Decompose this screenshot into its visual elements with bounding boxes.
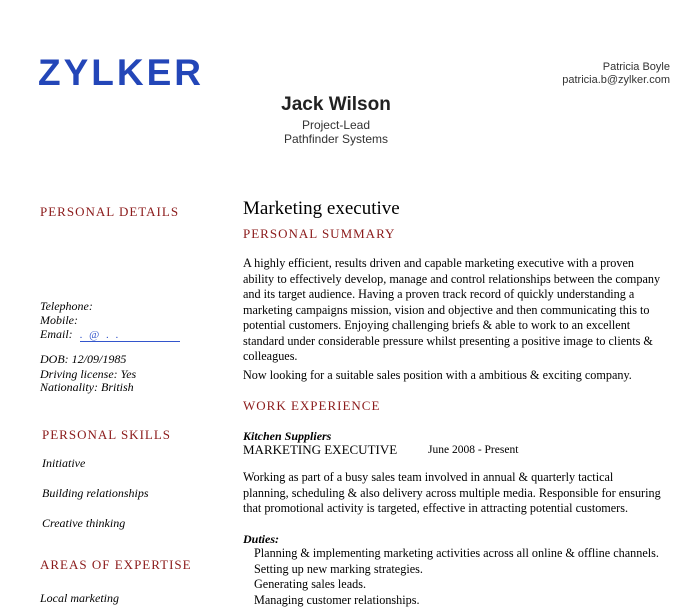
nationality: Nationality: British: [40, 380, 134, 395]
summary-line: potential customers. Enjoying challenging briefs & able to work to an excellent: [243, 318, 660, 334]
duty-item: Setting up new marking strategies.: [254, 562, 659, 578]
email-label: Email:: [40, 327, 73, 341]
summary-line: colleagues.: [243, 349, 660, 365]
summary-line: ability to effectively develop, manage and control relationships between the company: [243, 272, 660, 288]
dob: DOB: 12/09/1985: [40, 352, 126, 367]
summary-extra: Now looking for a suitable sales position with a ambitious & exciting company.: [243, 368, 632, 384]
job-title: Marketing executive: [243, 198, 400, 220]
mobile-label: Mobile:: [40, 313, 78, 328]
person-company: Pathfinder Systems: [0, 132, 672, 146]
summary-paragraph: [243, 256, 660, 365]
email-row: [40, 327, 180, 342]
description-line: that promotional activity is targeted, effective in attracting potential customers.: [243, 501, 661, 517]
contact-name: Patricia Boyle: [603, 61, 670, 73]
summary-line: standard under considerable pressure whilst presenting a positive image to clients &: [243, 334, 660, 350]
summary-line: and its target audience. Having a proven track record of quickly understanding a: [243, 287, 660, 303]
expertise-item: Local marketing: [40, 591, 119, 606]
summary-line: marketing campaigns mission, vision and objective and then communicating this to: [243, 303, 660, 319]
duties-label: Duties:: [243, 532, 279, 547]
summary-line: A highly efficient, results driven and capable marketing executive with a proven: [243, 256, 660, 272]
telephone-label: Telephone:: [40, 299, 93, 314]
driving-license: Driving license: Yes: [40, 367, 136, 382]
position: MARKETING EXECUTIVE: [243, 442, 397, 458]
job-description: [243, 470, 661, 517]
period: June 2008 - Present: [428, 444, 518, 456]
person-title: Project-Lead: [0, 118, 672, 132]
skill-item: Creative thinking: [42, 516, 125, 531]
skill-item: Initiative: [42, 456, 85, 471]
duty-item: Managing customer relationships.: [254, 593, 659, 608]
description-line: planning, scheduling & also delivery across multiple media. Responsible for ensuring: [243, 486, 661, 502]
personal-details-heading: PERSONAL DETAILS: [40, 204, 179, 220]
contact-email[interactable]: patricia.b@zylker.com: [562, 74, 670, 86]
duties-list: [254, 546, 659, 608]
person-name: Jack Wilson: [0, 94, 672, 116]
work-experience-heading: WORK EXPERIENCE: [243, 398, 380, 414]
personal-skills-heading: PERSONAL SKILLS: [42, 427, 171, 443]
employer: Kitchen Suppliers: [243, 429, 331, 444]
duty-item: Generating sales leads.: [254, 577, 659, 593]
duty-item: Planning & implementing marketing activities across all online & offline channels.: [254, 546, 659, 562]
skill-item: Building relationships: [42, 486, 149, 501]
company-logo: ZYLKER: [38, 54, 204, 91]
personal-summary-heading: PERSONAL SUMMARY: [243, 226, 395, 242]
description-line: Working as part of a busy sales team involved in annual & quarterly tactical: [243, 470, 661, 486]
email-link[interactable]: . @ . .: [80, 329, 180, 342]
areas-of-expertise-heading: AREAS OF EXPERTISE: [40, 557, 192, 573]
